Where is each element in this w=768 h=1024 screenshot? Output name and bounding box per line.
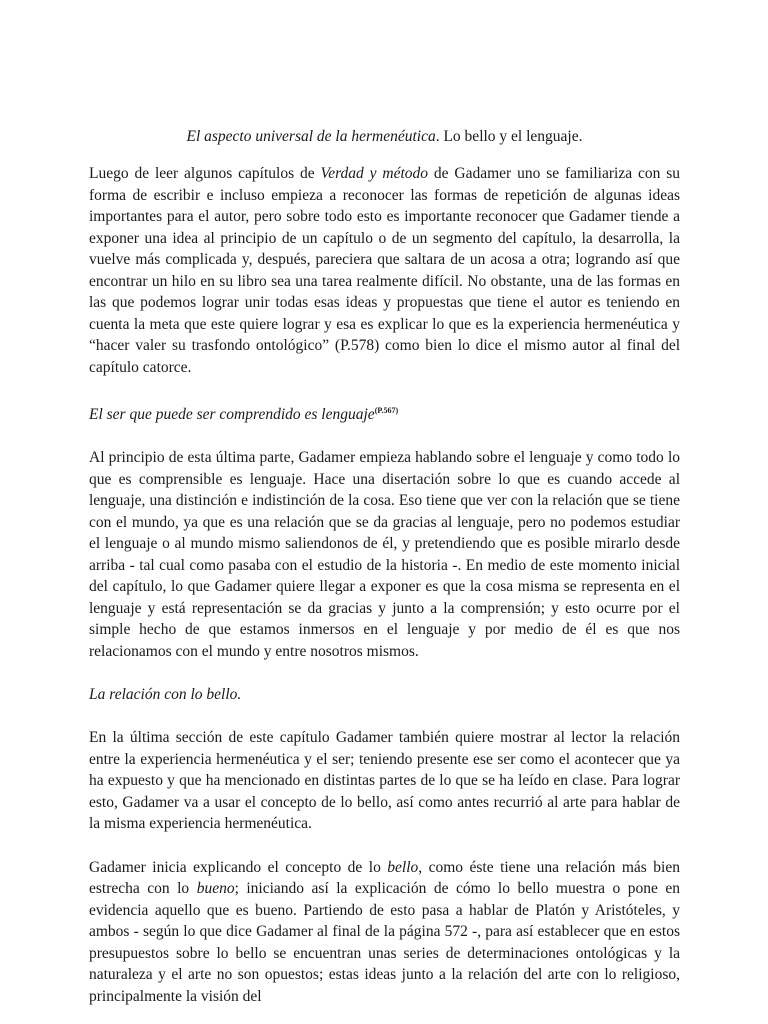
title-rest: . Lo bello y el lenguaje. <box>435 128 583 145</box>
paragraph-text-e: ; iniciando así la explicación de cómo lo bello muestra o pone en evidencia aquello que es bueno. Partiendo de esto pasa a hablar de Platón y Aristóteles, y ambos - según lo que dice Gadamer al final de la página 572 -, para así establecer que en estos presupuestos sobre lo bello se encuentran unas series de determinaciones ontológicas y la naturaleza y el arte no son opuestos; estas ideas junto a la relación del arte con lo religioso, principalmente la visión del <box>89 880 680 1005</box>
paragraph-intro-text-a: Luego de leer algunos capítulos de <box>89 165 321 182</box>
book-title-italic: Verdad y método <box>320 165 429 182</box>
paragraph-text-a: Gadamer inicia explicando el concepto de lo <box>89 858 388 876</box>
title-italic: El aspecto universal de la hermenéutica <box>186 128 436 145</box>
term-bello: bello <box>387 858 419 876</box>
document-title <box>89 126 680 147</box>
page-reference: (P.567) <box>374 406 399 415</box>
paragraph-bello-bueno <box>89 857 680 1008</box>
paragraph-bello: En la última sección de este capítulo Gadamer también quiere mostrar al lector la relación entre la experiencia hermenéutica y el ser; teniendo presente ese ser como el acontecer que ya ha expuesto y que ha mencionado en distintas partes de lo que se ha leído en clase. Para lograr esto, Gadamer va a usar el concepto de lo bello, así como antes recurrió al arte para hablar de la misma experiencia hermenéutica. <box>89 729 680 833</box>
paragraph-lenguaje: Al principio de esta última parte, Gadamer empieza hablando sobre el lenguaje y como todo lo que es comprensible es lenguaje. Hace una disertación sobre lo que es cuando accede al lenguaje, una distinción e indistinción de la cosa. Eso tiene que ver con la relación que se tiene con el mundo, ya que es una relación que se da gracias al lenguaje, pero no podemos estudiar el lenguaje o al mundo mismo saliendonos de él, y pretendiendo que es posible mirarlo desde arriba - tal cual como pasaba con el estudio de la historia -. En medio de este momento inicial del capítulo, lo que Gadamer quiere llegar a exponer es que la cosa misma se representa en el lenguaje y está representación se da gracias y junto a la comprensión; y esto ocurre por el simple hecho de que estamos inmersos en el lenguaje y por medio de él es que nos relacionamos con el mundo y entre nosotros mismos. <box>89 449 680 660</box>
section-heading-bello: La relación con lo bello. <box>89 686 242 704</box>
section-heading-lenguaje <box>89 400 680 425</box>
paragraph-text-c: , como éste tiene una relación más bien estrecha con lo <box>89 858 680 898</box>
document-page <box>89 126 680 1007</box>
term-bueno: bueno <box>196 880 235 898</box>
paragraph-intro <box>89 163 680 378</box>
section-heading-lenguaje-text: El ser que puede ser comprendido es lenguaje <box>89 406 375 424</box>
paragraph-intro-text-c: de Gadamer uno se familiariza con su forma de escribir e incluso empieza a reconocer las formas de repetición de algunas ideas importantes para el autor, pero sobre todo esto es importante reconocer que Gadamer tiende a exponer una idea al principio de un capítulo o de un segmento del capítulo, la desarrolla, la vuelve más complicada y, después, pareciera que saltara de un acosa a otra; logrando así que encontrar un hilo en su libro sea una tarea realmente difícil. No obstante, una de las formas en las que podemos lograr unir todas esas ideas y propuestas que tiene el autor es teniendo en cuenta la meta que este quiere lograr y esa es explicar lo que es la experiencia hermenéutica y “hacer valer su trasfondo ontológico” (P.578) como bien lo dice el mismo autor al final del capítulo catorce. <box>89 165 680 376</box>
